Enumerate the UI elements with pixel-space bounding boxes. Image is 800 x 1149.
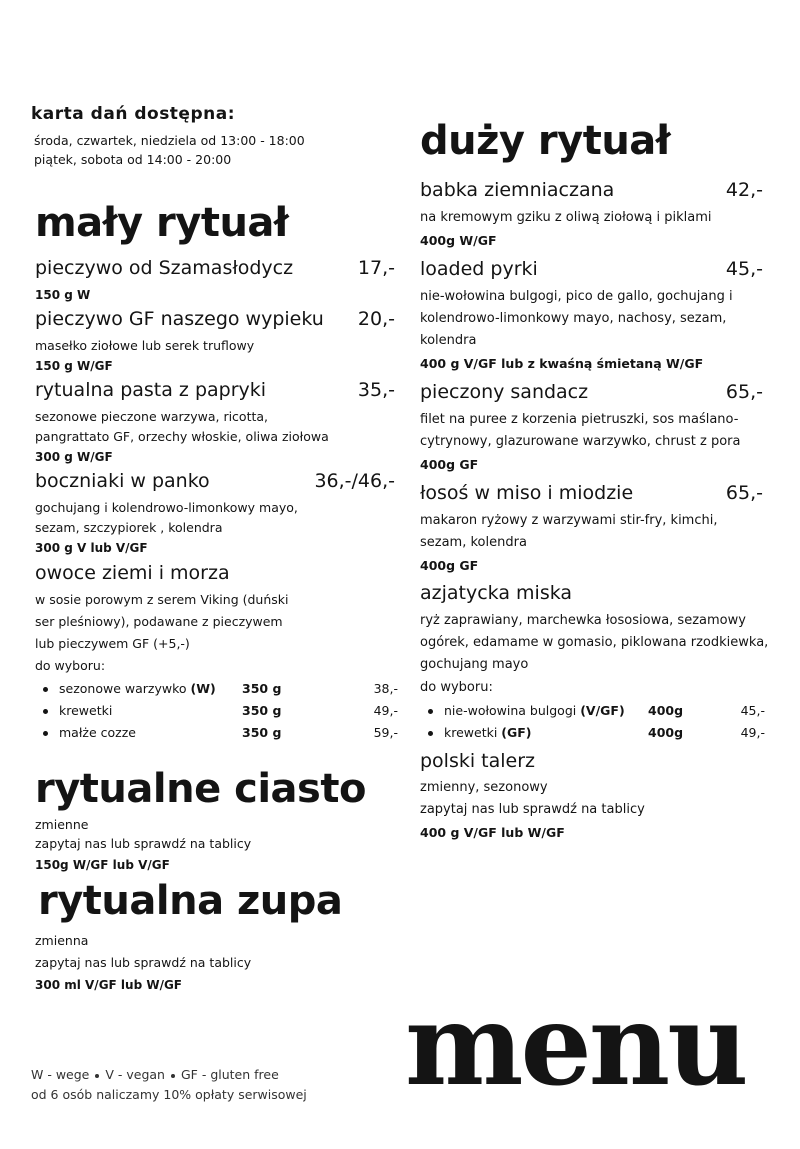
big-item-name: polski talerz bbox=[420, 750, 536, 772]
option-weight: 350 g bbox=[242, 725, 282, 740]
legend-vegan: V - vegan bbox=[105, 1067, 165, 1082]
big-item-price: 65,- bbox=[725, 381, 763, 403]
small-item-desc: masełko ziołowe lub serek truflowy bbox=[35, 338, 255, 353]
small-item-desc: ser pleśniowy), podawane z pieczywem bbox=[35, 614, 283, 629]
cake-desc: zmienne bbox=[35, 817, 89, 832]
big-section-title: duży rytuał bbox=[420, 118, 671, 164]
small-item-price: 17,- bbox=[357, 257, 395, 279]
big-item-desc: do wyboru: bbox=[420, 680, 493, 695]
small-item-name: pieczywo od Szamasłodycz bbox=[35, 257, 294, 279]
big-item-desc: zapytaj nas lub sprawdź na tablicy bbox=[420, 802, 645, 817]
hours-line-2: piątek, sobota od 14:00 - 20:00 bbox=[34, 152, 232, 167]
big-item-price: 65,- bbox=[725, 482, 763, 504]
soup-weight: 300 ml V/GF lub W/GF bbox=[35, 978, 183, 992]
big-item-name: łosoś w miso i miodzie bbox=[420, 482, 634, 504]
bullet-icon bbox=[43, 687, 48, 692]
big-item-name: babka ziemniaczana bbox=[420, 179, 615, 201]
option-price: 49,- bbox=[740, 725, 765, 740]
bullet-icon bbox=[43, 731, 48, 736]
big-item-desc: filet na puree z korzenia pietruszki, sos maślano- bbox=[420, 412, 739, 427]
small-item-desc: gochujang i kolendrowo-limonkowy mayo, bbox=[35, 500, 298, 515]
hours-title: karta dań dostępna: bbox=[31, 104, 236, 124]
big-item-desc: kolendrowo-limonkowy mayo, nachosy, sezam, bbox=[420, 311, 727, 326]
big-item-name: pieczony sandacz bbox=[420, 381, 589, 403]
big-item-weight: 400g GF bbox=[420, 457, 479, 472]
small-item-desc: sezonowe pieczone warzywa, ricotta, bbox=[35, 409, 269, 424]
small-section-title: mały rytuał bbox=[35, 200, 289, 246]
cake-desc: zapytaj nas lub sprawdź na tablicy bbox=[35, 836, 252, 851]
soup-section-title: rytualna zupa bbox=[38, 878, 343, 924]
big-item-desc: kolendra bbox=[420, 333, 477, 348]
option-label: krewetki bbox=[59, 703, 113, 718]
option-label: małże cozze bbox=[59, 725, 136, 740]
big-item-weight: 400 g V/GF lub W/GF bbox=[420, 825, 565, 840]
separator-dot bbox=[171, 1074, 175, 1078]
service-charge-note: od 6 osób naliczamy 10% opłaty serwisowej bbox=[31, 1087, 307, 1102]
option-price: 38,- bbox=[373, 681, 398, 696]
big-item-weight: 400g W/GF bbox=[420, 233, 497, 248]
legend-wege: W - wege bbox=[31, 1067, 90, 1082]
option-price: 49,- bbox=[373, 703, 398, 718]
big-item-price: 42,- bbox=[725, 179, 763, 201]
cake-weight: 150g W/GF lub V/GF bbox=[35, 858, 170, 872]
big-item-weight: 400 g V/GF lub z kwaśną śmietaną W/GF bbox=[420, 356, 704, 371]
option-weight: 400g bbox=[648, 703, 684, 718]
small-item-weight: 300 g V lub V/GF bbox=[35, 541, 148, 555]
option-price: 45,- bbox=[740, 703, 765, 718]
big-item-desc: ogórek, edamame w gomasio, piklowana rzodkiewka, bbox=[420, 635, 769, 650]
diet-legend bbox=[31, 1067, 279, 1082]
small-item-desc: w sosie porowym z serem Viking (duński bbox=[35, 592, 289, 607]
bullet-icon bbox=[43, 709, 48, 714]
bullet-icon bbox=[428, 709, 433, 714]
big-item-weight: 400g GF bbox=[420, 558, 479, 573]
option-label: krewetki (GF) bbox=[444, 725, 532, 740]
big-item-desc: cytrynowy, glazurowane warzywko, chrust z pora bbox=[420, 434, 741, 449]
small-item-desc: sezam, szczypiorek , kolendra bbox=[35, 520, 223, 535]
big-item-name: azjatycka miska bbox=[420, 582, 573, 604]
big-item-name: loaded pyrki bbox=[420, 258, 538, 280]
soup-desc: zmienna bbox=[35, 933, 89, 948]
big-item-desc: na kremowym gziku z oliwą ziołową i piklami bbox=[420, 210, 712, 225]
menu-wordmark: menu bbox=[405, 980, 746, 1111]
small-item-desc: do wyboru: bbox=[35, 658, 106, 673]
option-label: nie-wołowina bulgogi (V/GF) bbox=[444, 703, 625, 718]
big-item-desc: nie-wołowina bulgogi, pico de gallo, gochujang i bbox=[420, 289, 733, 304]
big-item-desc: zmienny, sezonowy bbox=[420, 780, 548, 795]
option-price: 59,- bbox=[373, 725, 398, 740]
big-item-desc: ryż zaprawiany, marchewka łososiowa, sezamowy bbox=[420, 613, 746, 628]
option-weight: 400g bbox=[648, 725, 684, 740]
soup-desc: zapytaj nas lub sprawdź na tablicy bbox=[35, 955, 252, 970]
separator-dot bbox=[95, 1074, 99, 1078]
big-item-desc: makaron ryżowy z warzywami stir-fry, kimchi, bbox=[420, 513, 718, 528]
small-item-weight: 300 g W/GF bbox=[35, 450, 113, 464]
small-item-weight: 150 g W bbox=[35, 288, 91, 302]
small-item-weight: 150 g W/GF bbox=[35, 359, 113, 373]
big-item-price: 45,- bbox=[725, 258, 763, 280]
small-item-desc: lub pieczywem GF (+5,-) bbox=[35, 636, 190, 651]
hours-line-1: środa, czwartek, niedziela od 13:00 - 18:00 bbox=[34, 133, 305, 148]
small-item-price: 20,- bbox=[357, 308, 395, 330]
option-weight: 350 g bbox=[242, 681, 282, 696]
option-label: sezonowe warzywko (W) bbox=[59, 681, 216, 696]
cake-section-title: rytualne ciasto bbox=[35, 766, 366, 812]
small-item-name: owoce ziemi i morza bbox=[35, 562, 230, 584]
small-item-name: pieczywo GF naszego wypieku bbox=[35, 308, 324, 330]
bullet-icon bbox=[428, 731, 433, 736]
legend-gluten-free: GF - gluten free bbox=[180, 1067, 279, 1082]
option-weight: 350 g bbox=[242, 703, 282, 718]
small-item-price: 35,- bbox=[357, 379, 395, 401]
big-item-desc: sezam, kolendra bbox=[420, 535, 527, 550]
small-item-price: 36,-/46,- bbox=[314, 470, 395, 492]
big-item-desc: gochujang mayo bbox=[420, 657, 529, 672]
small-item-name: rytualna pasta z papryki bbox=[35, 379, 267, 401]
small-item-desc: pangrattato GF, orzechy włoskie, oliwa ziołowa bbox=[35, 429, 329, 444]
small-item-name: boczniaki w panko bbox=[35, 470, 210, 492]
